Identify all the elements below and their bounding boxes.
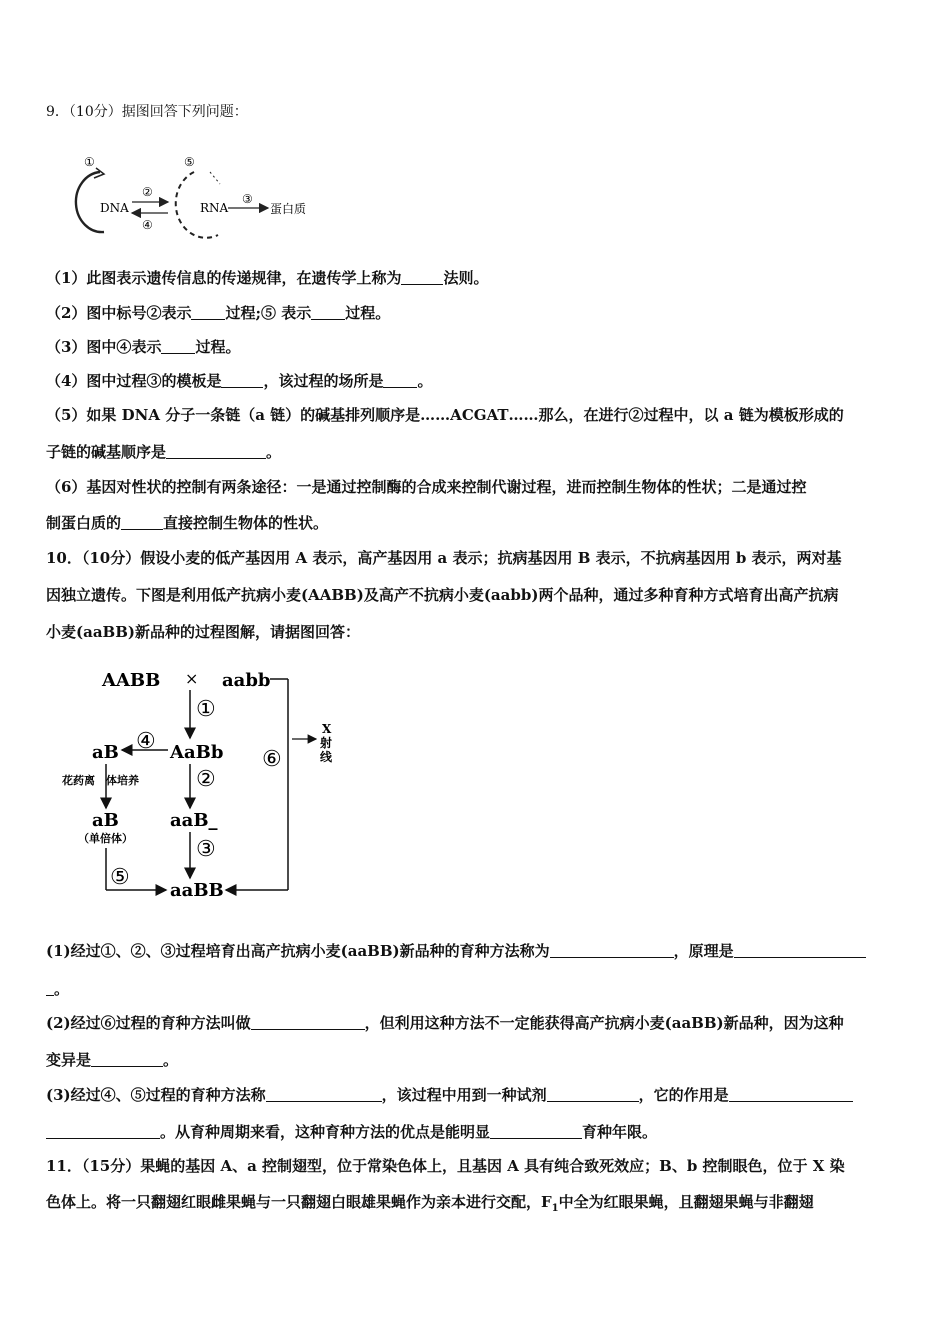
label-n1: ①: [84, 155, 95, 169]
q10-part2-line2: 变异是 。: [46, 1051, 179, 1069]
genotype-aB-haploid: aB: [92, 810, 119, 831]
label-rna: RNA: [200, 201, 229, 215]
q9-part1: （1）此图表示遗传信息的传递规律，在遗传学上称为 法则。: [46, 269, 489, 287]
label-n1: ①: [196, 697, 216, 722]
q10-part1-line1: (1)经过①、②、③过程培育出高产抗病小麦(aaBB)新品种的育种方法称为 ，原理是: [46, 940, 866, 962]
q9-part2: （2）图中标号②表示 过程;⑤ 表示 过程。: [46, 304, 391, 322]
q9-part6-line1: （6）基因对性状的控制有两条途径：一是通过控制酶的合成来控制代谢过程，进而控制生物体的性状；二是通过控: [46, 478, 807, 496]
genotype-aabb: aabb: [222, 670, 271, 691]
label-n4: ④: [142, 218, 153, 232]
genotype-aaB_: aaB_: [170, 810, 218, 831]
label-n5: ⑤: [184, 155, 195, 169]
q11-line1: 11．（15分）果蝇的基因 A、a 控制翅型，位于常染色体上，且基因 A 具有纯合致死效应；B、b 控制眼色，位于 X 染: [46, 1157, 845, 1175]
label-n5: ⑤: [110, 865, 130, 890]
label-n2: ②: [196, 767, 216, 792]
q10-part3-line2: 。从育种周期来看，这种育种方法的优点是能明显 育种年限。: [46, 1121, 657, 1143]
genotype-aB: aB: [92, 742, 119, 763]
haploid-label: （单倍体）: [78, 832, 133, 845]
q10-line1: 10．（10分）假设小麦的低产基因用 A 表示，高产基因用 a 表示；抗病基因用 B 表示，不抗病基因用 b 表示，两对基: [46, 549, 842, 567]
q10-part3-line1: (3)经过④、⑤过程的育种方法称 ，该过程中用到一种试剂 ，它的作用是: [46, 1084, 853, 1106]
genotype-AABB: AABB: [102, 670, 161, 691]
q9-title: 9．（10分）据图回答下列问题：: [46, 104, 248, 120]
genotype-aaBB: aaBB: [170, 880, 224, 901]
label-n3: ③: [196, 837, 216, 862]
label-n4: ④: [136, 729, 156, 754]
label-protein: 蛋白质: [270, 202, 307, 216]
anther-culture-label: 花药离 体培养: [62, 774, 139, 787]
xray-she: 射: [320, 736, 333, 750]
q9-part6-line2: 制蛋白质的 直接控制生物体的性状。: [46, 514, 329, 532]
label-n6: ⑥: [262, 747, 282, 772]
q11-line2: 色体上。将一只翻翅红眼雌果蝇与一只翻翅白眼雄果蝇作为亲本进行交配，$F_1$中全为红眼果蝇，且翻翅果蝇与非翻翅: [46, 1193, 814, 1214]
q9-part3: （3）图中④表示 过程。: [46, 338, 241, 356]
label-n3: ③: [242, 192, 253, 206]
q10-part2-line1: (2)经过⑥过程的育种方法叫做 ，但利用这种方法不一定能获得高产抗病小麦(aaBB)新品种，因为这种: [46, 1014, 844, 1032]
breeding-diagram: [62, 660, 360, 905]
q10-part1-line2: 。: [46, 978, 69, 1000]
central-dogma-diagram: [60, 150, 320, 245]
q10-line3: 小麦(aaBB)新品种的过程图解，请据图回答：: [46, 623, 360, 641]
cross-sign: ×: [185, 669, 199, 688]
q10-line2: 因独立遗传。下图是利用低产抗病小麦(AABB)及高产不抗病小麦(aabb)两个品种，通过多种育种方式培育出高产抗病: [46, 586, 839, 604]
q9-part5-line1: （5）如果 DNA 分子一条链（a 链）的碱基排列顺序是……ACGAT……那么，在进行②过程中，以 a 链为模板形成的: [46, 406, 844, 424]
label-dna: DNA: [100, 201, 129, 215]
xray-x: X: [322, 722, 332, 736]
q9-part5-line2: 子链的碱基顺序是 。: [46, 443, 282, 461]
genotype-AaBb: AaBb: [170, 742, 224, 763]
q9-part4: （4）图中过程③的模板是 ，该过程的场所是 。: [46, 372, 433, 390]
label-n2: ②: [142, 185, 153, 199]
xray-xian: 线: [320, 750, 333, 764]
